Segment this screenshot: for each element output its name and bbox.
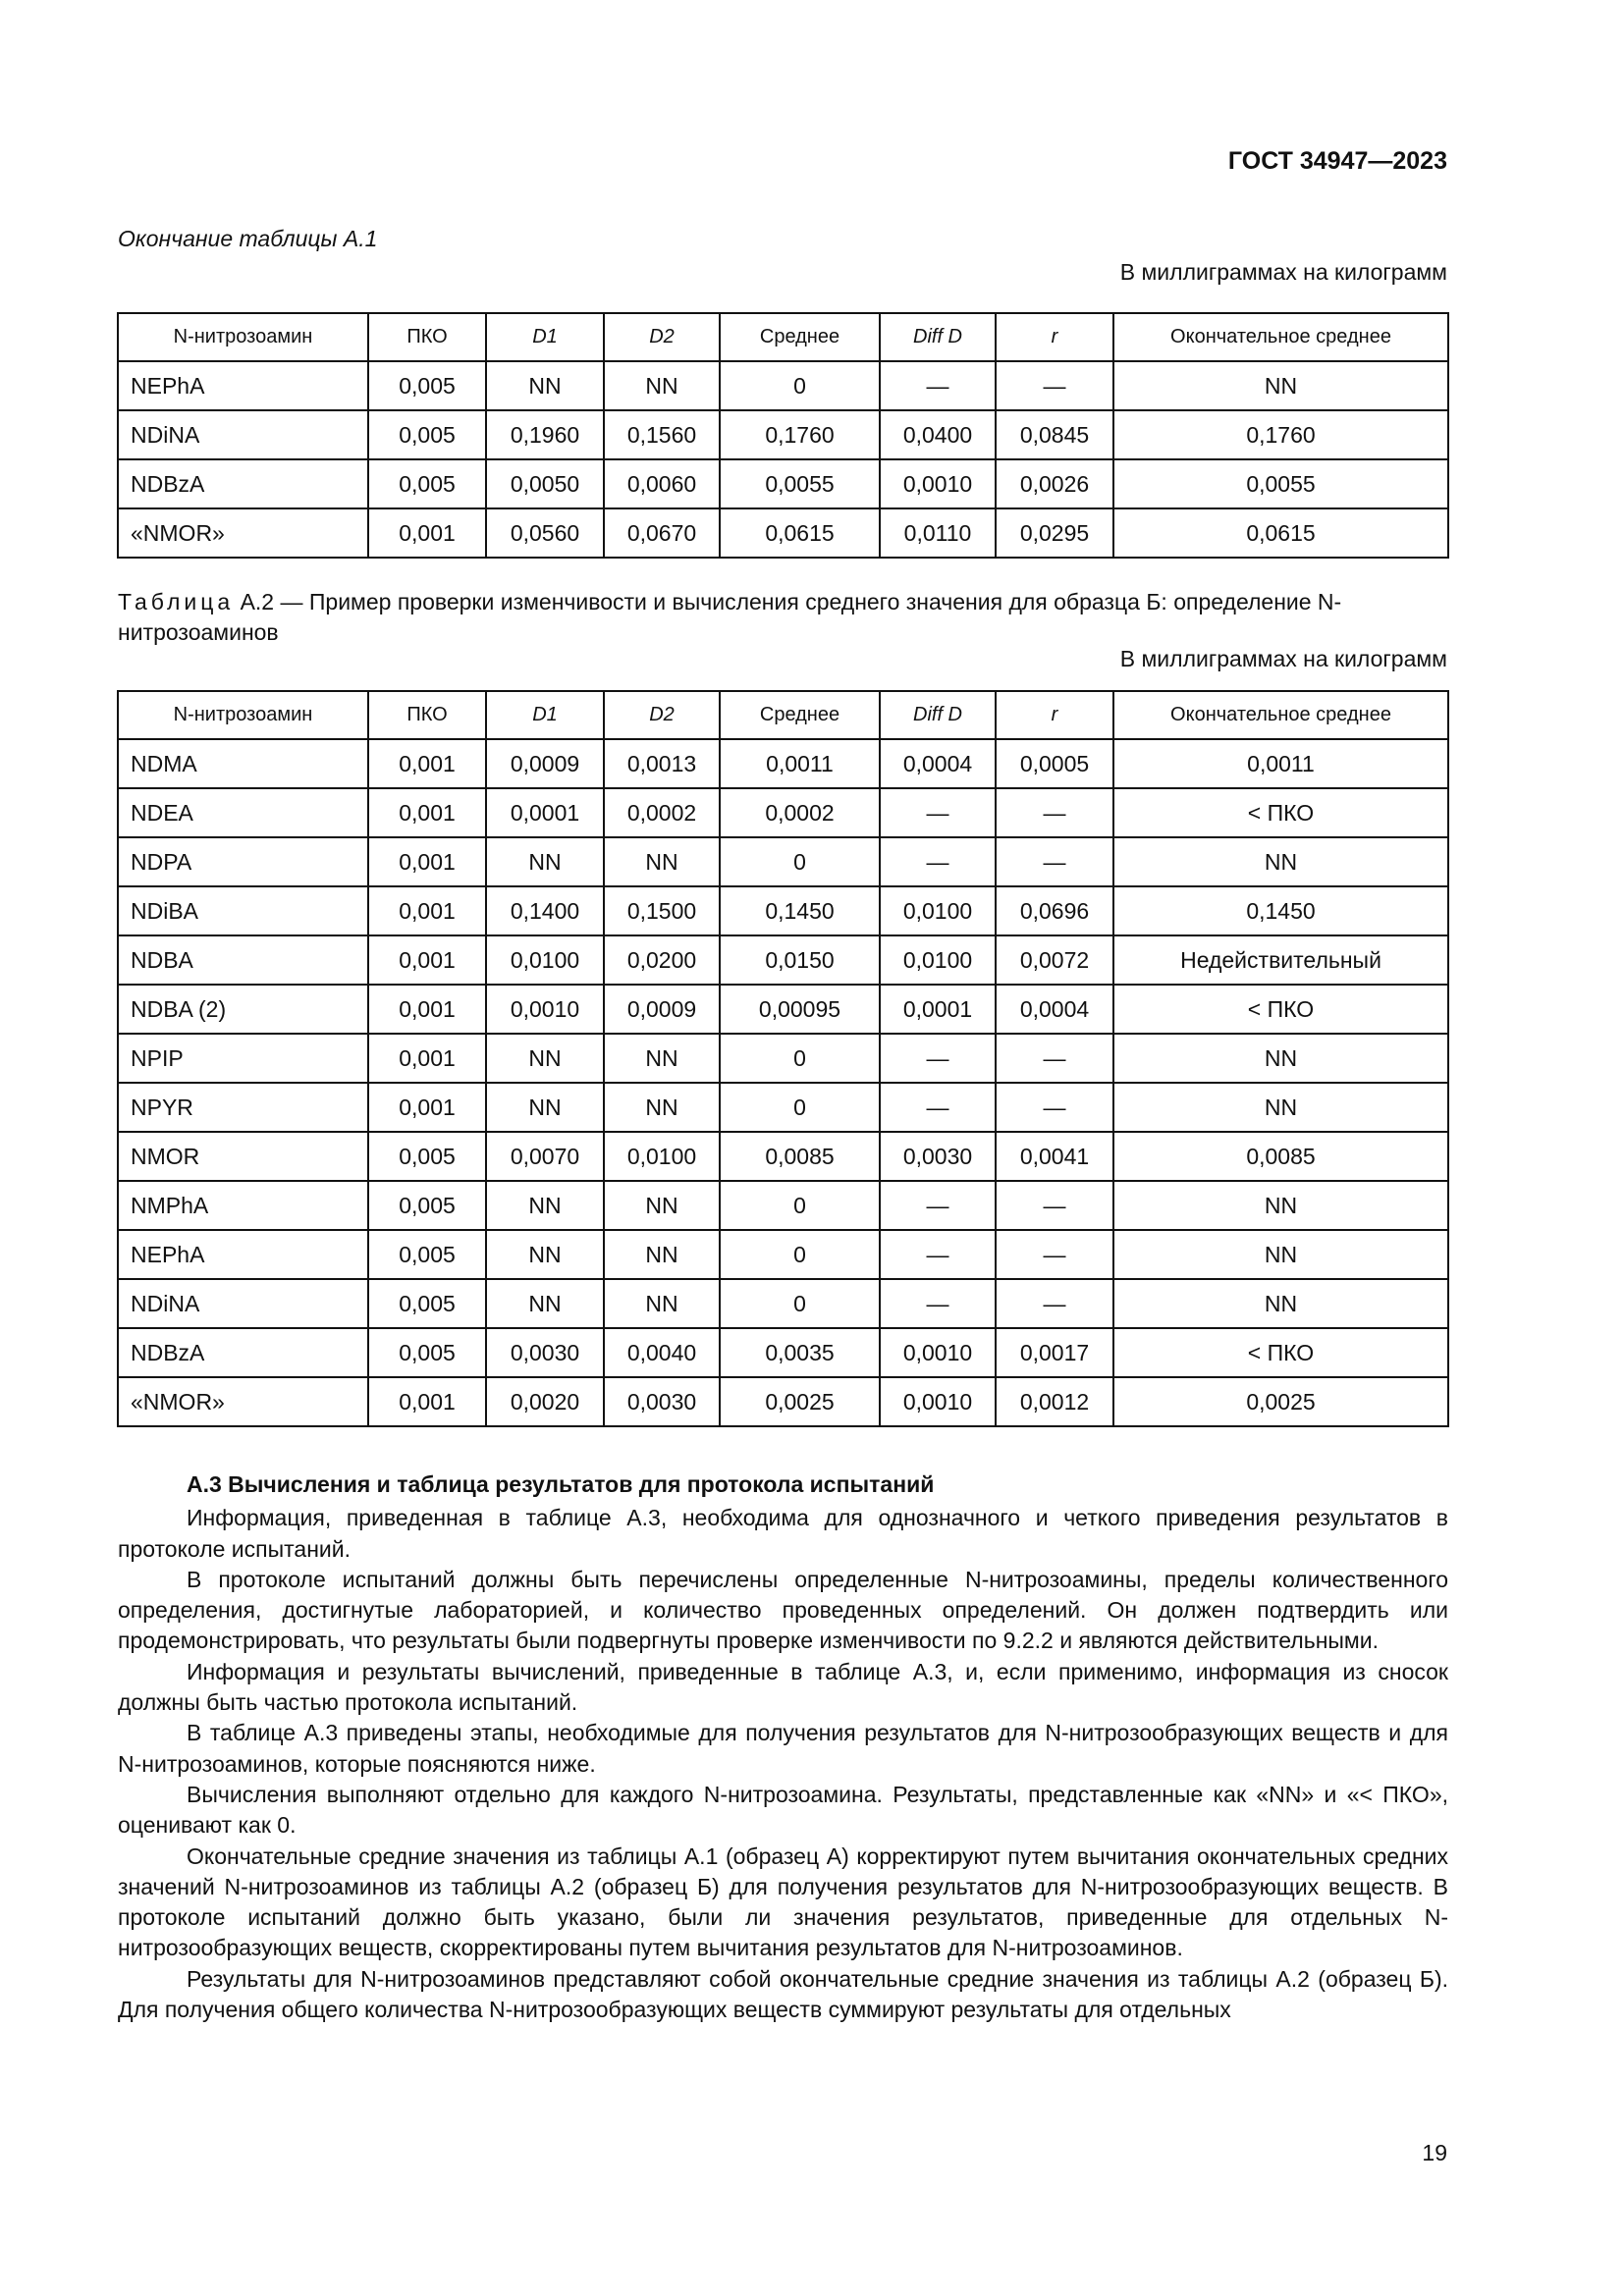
table-cell: 0,0009: [486, 739, 604, 788]
table-row: [118, 361, 1448, 410]
table-cell: < ПКО: [1113, 788, 1448, 837]
table-cell: 0,1500: [604, 886, 720, 935]
table-cell: 0,0009: [604, 985, 720, 1034]
row-label-cell: NPIP: [118, 1034, 368, 1083]
table-header-row: [118, 691, 1448, 739]
table-cell: —: [880, 361, 996, 410]
table-row: [118, 788, 1448, 837]
row-label-cell: NDiNA: [118, 410, 368, 459]
table-header-row: [118, 313, 1448, 361]
table-cell: 0,0100: [486, 935, 604, 985]
table-cell: 0,0070: [486, 1132, 604, 1181]
row-label-cell: NMPhA: [118, 1181, 368, 1230]
column-header: Diff D: [880, 691, 996, 739]
table-row: [118, 459, 1448, 508]
table-cell: 0,0017: [996, 1328, 1113, 1377]
table-row: [118, 1279, 1448, 1328]
table-cell: 0,1760: [1113, 410, 1448, 459]
column-header: N-нитрозоамин: [118, 313, 368, 361]
table-cell: —: [880, 1181, 996, 1230]
table-row: [118, 1083, 1448, 1132]
table-cell: 0,0025: [720, 1377, 880, 1426]
paragraph: Информация, приведенная в таблице А.3, необходима для однозначного и четкого приведения результатов в протоколе испытаний.: [118, 1505, 1448, 1562]
table-cell: 0,001: [368, 1083, 486, 1132]
table-cell: 0,0200: [604, 935, 720, 985]
table-cell: —: [996, 1034, 1113, 1083]
table-cell: 0,0026: [996, 459, 1113, 508]
table-cell: —: [996, 1230, 1113, 1279]
table-cell: 0,0025: [1113, 1377, 1448, 1426]
table-cell: 0,0002: [720, 788, 880, 837]
row-label-cell: NMOR: [118, 1132, 368, 1181]
table-cell: 0,001: [368, 985, 486, 1034]
table-cell: NN: [604, 837, 720, 886]
table-cell: 0,0085: [1113, 1132, 1448, 1181]
table2-caption-label: Таблица: [118, 589, 235, 614]
table-cell: NN: [604, 1279, 720, 1328]
table-row: [118, 837, 1448, 886]
table-cell: NN: [604, 1083, 720, 1132]
table-cell: 0,0010: [486, 985, 604, 1034]
table-cell: 0,0010: [880, 459, 996, 508]
table-cell: 0,0020: [486, 1377, 604, 1426]
paragraph: Результаты для N-нитрозоаминов представляют собой окончательные средние значения из таблицы А.2 (образец Б). Для получения общего количества N-нитрозообразующих веществ суммируют результаты для отдельных: [118, 1965, 1448, 2023]
table-cell: NN: [1113, 1181, 1448, 1230]
table-cell: NN: [486, 1083, 604, 1132]
table-cell: NN: [1113, 1083, 1448, 1132]
table-cell: 0,0041: [996, 1132, 1113, 1181]
table-cell: NN: [1113, 837, 1448, 886]
column-header: N-нитрозоамин: [118, 691, 368, 739]
table-cell: 0,0040: [604, 1328, 720, 1377]
table-cell: 0,0002: [604, 788, 720, 837]
table-cell: 0,1400: [486, 886, 604, 935]
table-cell: 0,0615: [720, 508, 880, 558]
table-cell: 0,0035: [720, 1328, 880, 1377]
table-cell: 0,1450: [1113, 886, 1448, 935]
table-cell: —: [880, 1034, 996, 1083]
table-cell: 0: [720, 1034, 880, 1083]
paragraph: Информация и результаты вычислений, приведенные в таблице А.3, и, если применимо, информация из сносок должны быть частью протокола испытаний.: [118, 1658, 1448, 1716]
table-cell: NN: [486, 361, 604, 410]
row-label-cell: NDBzA: [118, 1328, 368, 1377]
table-cell: NN: [1113, 361, 1448, 410]
row-label-cell: «NMOR»: [118, 1377, 368, 1426]
table-cell: 0,005: [368, 1328, 486, 1377]
table-cell: 0: [720, 1181, 880, 1230]
table-cell: 0,0295: [996, 508, 1113, 558]
column-header: r: [996, 691, 1113, 739]
table-cell: NN: [604, 1181, 720, 1230]
table-cell: 0,0004: [880, 739, 996, 788]
table-cell: 0,0110: [880, 508, 996, 558]
table-cell: 0,0615: [1113, 508, 1448, 558]
table-cell: 0,0030: [486, 1328, 604, 1377]
table-row: [118, 1132, 1448, 1181]
table-cell: < ПКО: [1113, 1328, 1448, 1377]
table-a1-end: [117, 312, 1449, 559]
table-row: [118, 410, 1448, 459]
table-cell: 0,0055: [1113, 459, 1448, 508]
table-cell: 0,0845: [996, 410, 1113, 459]
table-cell: 0,0030: [604, 1377, 720, 1426]
row-label-cell: NPYR: [118, 1083, 368, 1132]
table-cell: 0,0100: [880, 935, 996, 985]
row-label-cell: NDBA: [118, 935, 368, 985]
table-cell: 0,001: [368, 837, 486, 886]
row-label-cell: NDiBA: [118, 886, 368, 935]
table-cell: 0,1450: [720, 886, 880, 935]
table-row: [118, 739, 1448, 788]
table-cell: —: [996, 837, 1113, 886]
row-label-cell: NEPhA: [118, 361, 368, 410]
table-cell: 0: [720, 837, 880, 886]
table2-caption: [118, 587, 1448, 648]
table-cell: 0,0560: [486, 508, 604, 558]
table-cell: < ПКО: [1113, 985, 1448, 1034]
table-cell: 0,001: [368, 508, 486, 558]
table-cell: NN: [604, 361, 720, 410]
table-cell: 0,001: [368, 935, 486, 985]
table-cell: —: [996, 1181, 1113, 1230]
table-cell: 0,0013: [604, 739, 720, 788]
row-label-cell: NDMA: [118, 739, 368, 788]
page-number: 19: [1422, 2140, 1447, 2165]
table-cell: 0,0400: [880, 410, 996, 459]
column-header: D2: [604, 313, 720, 361]
column-header: D1: [486, 313, 604, 361]
table-cell: —: [996, 788, 1113, 837]
table-cell: 0: [720, 361, 880, 410]
table-cell: NN: [486, 1279, 604, 1328]
table-cell: 0,0011: [1113, 739, 1448, 788]
table-cell: 0,1560: [604, 410, 720, 459]
column-header: D2: [604, 691, 720, 739]
column-header: Diff D: [880, 313, 996, 361]
table-cell: 0,0072: [996, 935, 1113, 985]
column-header: Окончательное среднее: [1113, 313, 1448, 361]
table-cell: 0,001: [368, 788, 486, 837]
row-label-cell: NDiNA: [118, 1279, 368, 1328]
table2-units: В миллиграммах на килограмм: [1119, 646, 1447, 671]
table-cell: 0,0004: [996, 985, 1113, 1034]
table-cell: —: [880, 1230, 996, 1279]
table-row: [118, 985, 1448, 1034]
document-standard-number: ГОСТ 34947—2023: [1227, 147, 1447, 175]
table-row: [118, 935, 1448, 985]
column-header: r: [996, 313, 1113, 361]
table-cell: —: [996, 1279, 1113, 1328]
table-cell: NN: [486, 1034, 604, 1083]
table-cell: 0,1760: [720, 410, 880, 459]
table-cell: 0,0050: [486, 459, 604, 508]
row-label-cell: NDBzA: [118, 459, 368, 508]
table-cell: NN: [604, 1034, 720, 1083]
column-header: Среднее: [720, 313, 880, 361]
table-cell: 0,005: [368, 1279, 486, 1328]
table-row: [118, 1034, 1448, 1083]
table-cell: NN: [486, 1230, 604, 1279]
table1-continuation-caption: Окончание таблицы А.1: [118, 226, 378, 251]
table-cell: —: [880, 788, 996, 837]
table-cell: 0,001: [368, 1377, 486, 1426]
table-cell: 0: [720, 1083, 880, 1132]
table-cell: NN: [604, 1230, 720, 1279]
table-cell: NN: [1113, 1279, 1448, 1328]
table-a2: [117, 690, 1449, 1427]
table-cell: 0: [720, 1230, 880, 1279]
column-header: Окончательное среднее: [1113, 691, 1448, 739]
table-cell: 0,0060: [604, 459, 720, 508]
table-cell: NN: [486, 1181, 604, 1230]
paragraph: В таблице А.3 приведены этапы, необходимые для получения результатов для N-нитрозообразующих веществ и для N-нитрозоаминов, которые поясняются ниже.: [118, 1720, 1448, 1777]
table-cell: —: [880, 1279, 996, 1328]
table-cell: 0,001: [368, 1034, 486, 1083]
table-cell: 0,0100: [880, 886, 996, 935]
table-cell: 0,005: [368, 459, 486, 508]
table-row: [118, 1328, 1448, 1377]
table-cell: NN: [486, 837, 604, 886]
table1-units: В миллиграммах на килограмм: [1119, 259, 1447, 285]
column-header: ПКО: [368, 313, 486, 361]
table2-caption-text: А.2 — Пример проверки изменчивости и вычисления среднего значения для образца Б: определение N-нитрозоаминов: [118, 589, 1342, 645]
row-label-cell: NEPhA: [118, 1230, 368, 1279]
paragraph: Окончательные средние значения из таблицы А.1 (образец А) корректируют путем вычитания окончательных средних значений N-нитрозоаминов из таблицы А.2 (образец Б) для получения результатов для N-нитрозообразующих веществ. В протоколе испытаний должно быть указано, были ли значения результатов, приведенные для отдельных N-нитрозообразующих веществ, скорректированы путем вычитания результатов для N-нитрозоаминов.: [118, 1842, 1448, 1961]
table-cell: —: [996, 1083, 1113, 1132]
row-label-cell: NDPA: [118, 837, 368, 886]
table-cell: 0,005: [368, 1230, 486, 1279]
table-cell: 0,0150: [720, 935, 880, 985]
section-heading: А.3 Вычисления и таблица результатов для протокола испытаний: [187, 1471, 935, 1497]
row-label-cell: «NMOR»: [118, 508, 368, 558]
table-cell: 0,0696: [996, 886, 1113, 935]
table-cell: —: [880, 837, 996, 886]
table-cell: 0,0010: [880, 1328, 996, 1377]
paragraph: Вычисления выполняют отдельно для каждого N-нитрозоамина. Результаты, представленные как «NN» и «< ПКО», оценивают как 0.: [118, 1781, 1448, 1839]
table-cell: NN: [1113, 1230, 1448, 1279]
table-cell: 0,0085: [720, 1132, 880, 1181]
table-cell: 0,1960: [486, 410, 604, 459]
column-header: ПКО: [368, 691, 486, 739]
table-row: [118, 508, 1448, 558]
table-cell: 0,0010: [880, 1377, 996, 1426]
table-row: [118, 1377, 1448, 1426]
table-cell: 0,00095: [720, 985, 880, 1034]
table-cell: NN: [1113, 1034, 1448, 1083]
table-cell: 0,0005: [996, 739, 1113, 788]
table-cell: 0,0670: [604, 508, 720, 558]
table-cell: 0,005: [368, 410, 486, 459]
table-cell: Недействительный: [1113, 935, 1448, 985]
paragraph: В протоколе испытаний должны быть перечислены определенные N-нитрозоамины, пределы количественного определения, достигнутые лабораторией, и количество проведенных определений. Он должен подтвердить или продемонстрировать, что результаты были подвергнуты проверке изменчивости по 9.2.2 и являются действительными.: [118, 1566, 1448, 1654]
table-row: [118, 1181, 1448, 1230]
table-cell: —: [880, 1083, 996, 1132]
table-cell: 0,005: [368, 361, 486, 410]
table-cell: 0,001: [368, 739, 486, 788]
row-label-cell: NDBA (2): [118, 985, 368, 1034]
column-header: Среднее: [720, 691, 880, 739]
table-cell: 0,0100: [604, 1132, 720, 1181]
row-label-cell: NDEA: [118, 788, 368, 837]
table-cell: 0,0001: [486, 788, 604, 837]
table-cell: 0: [720, 1279, 880, 1328]
table-cell: 0,0001: [880, 985, 996, 1034]
table-cell: —: [996, 361, 1113, 410]
table-cell: 0,005: [368, 1132, 486, 1181]
table-cell: 0,0011: [720, 739, 880, 788]
table-row: [118, 886, 1448, 935]
table-row: [118, 1230, 1448, 1279]
table-cell: 0,0030: [880, 1132, 996, 1181]
section-a3: [118, 1469, 1448, 2025]
table-cell: 0,0055: [720, 459, 880, 508]
table-cell: 0,005: [368, 1181, 486, 1230]
table-cell: 0,001: [368, 886, 486, 935]
table-cell: 0,0012: [996, 1377, 1113, 1426]
column-header: D1: [486, 691, 604, 739]
